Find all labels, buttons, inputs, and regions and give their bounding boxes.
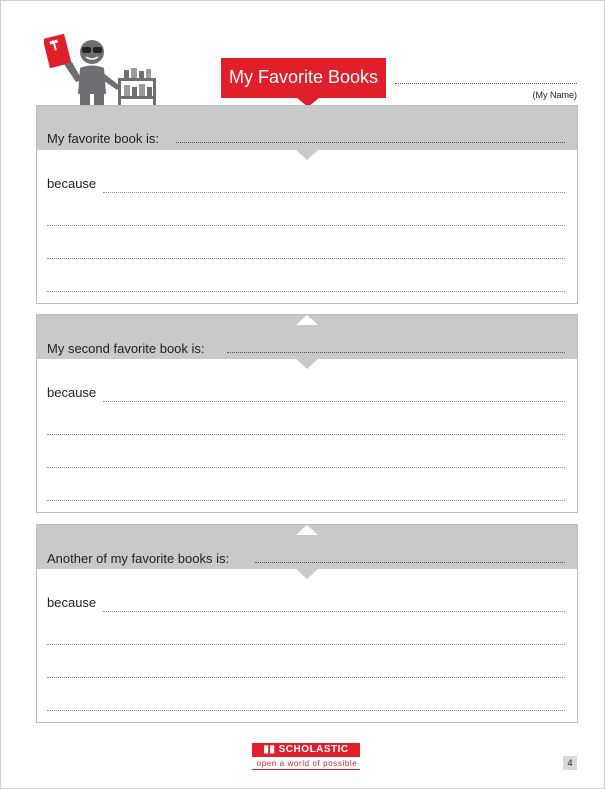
reason-line[interactable]	[103, 611, 565, 612]
reason-line[interactable]	[47, 500, 565, 501]
reason-line[interactable]	[47, 225, 565, 226]
band-pointer	[296, 150, 318, 160]
page-title: My Favorite Books	[228, 67, 379, 87]
section-prompt: Another of my favorite books is:	[47, 551, 230, 566]
reason-line[interactable]	[47, 677, 565, 678]
because-label: because	[47, 595, 97, 610]
title-banner	[221, 58, 386, 98]
because-label: because	[47, 385, 97, 400]
reason-line[interactable]	[47, 467, 565, 468]
reason-line[interactable]	[47, 258, 565, 259]
favorite-book-section-2	[36, 314, 578, 513]
because-label: because	[47, 176, 97, 191]
page-number: 4	[563, 756, 577, 770]
book-title-field[interactable]	[255, 562, 565, 563]
book-title-field[interactable]	[176, 142, 565, 143]
book-title-field[interactable]	[227, 352, 565, 353]
brand-name: SCHOLASTIC	[278, 744, 349, 755]
band-pointer	[296, 569, 318, 579]
brand-tagline: open a world of possible	[256, 759, 358, 768]
book-icon	[44, 34, 71, 68]
reason-line[interactable]	[103, 401, 565, 402]
reason-line[interactable]	[47, 291, 565, 292]
reason-line[interactable]	[47, 434, 565, 435]
name-label: (My Name)	[532, 90, 577, 100]
scholastic-logo	[252, 743, 362, 770]
band-pointer	[296, 359, 318, 369]
brand-bar	[252, 743, 360, 757]
reason-line[interactable]	[47, 644, 565, 645]
reason-line[interactable]	[47, 710, 565, 711]
section-prompt: My favorite book is:	[47, 131, 159, 146]
scholastic-book-icon: ▮▮	[263, 744, 276, 755]
favorite-book-section-1	[36, 105, 578, 304]
name-field[interactable]	[395, 83, 577, 84]
section-prompt: My second favorite book is:	[47, 341, 205, 356]
favorite-book-section-3	[36, 524, 578, 723]
reason-line[interactable]	[103, 192, 565, 193]
brand-underline	[252, 769, 360, 770]
band-notch	[296, 525, 318, 535]
band-notch	[296, 315, 318, 325]
